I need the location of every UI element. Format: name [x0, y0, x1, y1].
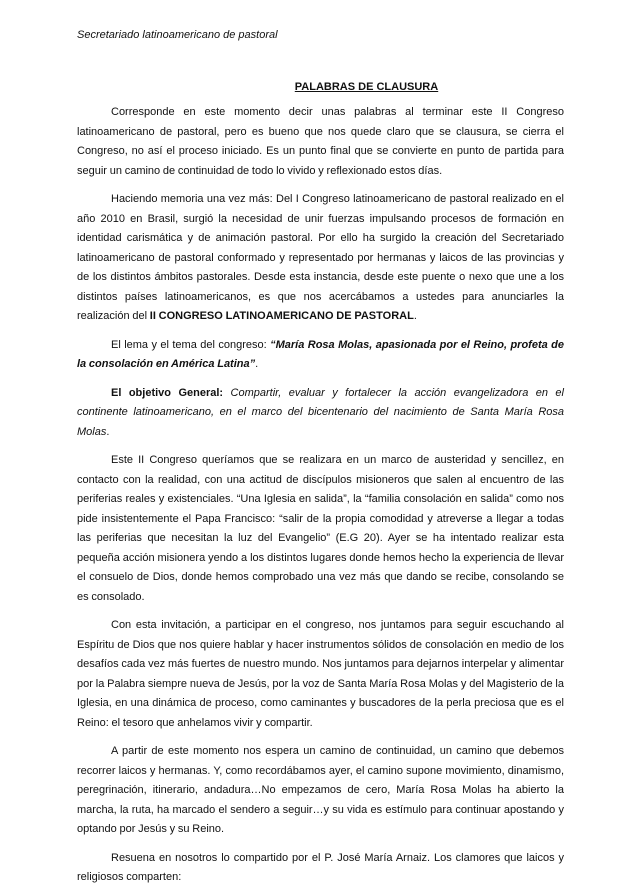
motto-end: . — [255, 358, 259, 370]
motto-lead: El lema y el tema del congreso: — [111, 338, 271, 351]
objective-text: Compartir, evaluar y fortalecer la acción evangelizadora en el continente latinoamericano, en el marco del bicentenario del nacimiento de Santa María Rosa Molas — [77, 386, 564, 438]
objective-label: El objetivo General: — [111, 386, 224, 399]
congress-name: II CONGRESO LATINOAMERICANO DE PASTORAL — [149, 310, 414, 322]
document-title: PALABRAS DE CLAUSURA — [294, 81, 439, 93]
objective-end: . — [106, 425, 110, 438]
paragraph-objective — [77, 384, 564, 443]
paragraph-invitation: Con esta invitación, a participar en el congreso, nos juntamos para seguir escuchando al Espíritu de Dios que nos quiere hablar y hacer instrumentos sólidos de consolación en medio de los desafíos cada vez más fuertes de nuestro mundo. Nos juntamos para dejarnos interpelar y alimentar por la Palabra siempre nueva de Jesús, por la voz de Santa María Rosa Molas y del Magisterio de la Iglesia, en una dinámica de proceso, como caminantes y buscadores de la perla preciosa que es el Reino: el tesoro que anhelamos vivir y compartir. — [77, 619, 564, 729]
paragraph-memory-text: Haciendo memoria una vez más: Del I Congreso latinoamericano de pastoral realizado en el año 2010 en Brasil, surgió la necesidad de unir fuerzas impulsando procesos de formación en identidad carismática y de animación pastoral. Por ello ha surgido la creación del Secretariado latinoamericano de pastoral conformado y representado por hermanas y laicos de las provincias y de los distintos ámbitos pastorales. Desde esta instancia, desde este puente o nexo que une a los distintos países latinoamericanos, es que nos acercábamos a ustedes para anunciarles la realización del — [77, 193, 564, 322]
motto-text: “María Rosa Molas, apasionada por el Reino, profeta de la consolación en América Latina” — [77, 338, 564, 370]
paragraph-continuity: A partir de este momento nos espera un camino de continuidad, un camino que debemos recorrer laicos y hermanas. Y, como recordábamos ayer, el camino supone movimiento, dinamismo, peregrinación, itinerario, andadura…No empezamos de cero, María Rosa Molas ha abierto la marcha, la ruta, ha marcado el sendero a seguir…y su vida es estímulo para continuar apostando y optando por Jesús y su Reino. — [77, 745, 564, 835]
paragraph-memory-end: . — [413, 310, 417, 322]
page-header: Secretariado latinoamericano de pastoral — [77, 29, 278, 41]
paragraph-arnaiz: Resuena en nosotros lo compartido por el P. José María Arnaiz. Los clamores que laicos y religiosos comparten: — [77, 851, 564, 883]
paragraph-austerity: Este II Congreso queríamos que se realizara en un marco de austeridad y sencillez, en contacto con la realidad, con una actitud de discípulos misioneros que salen al encuentro de las periferias reales y existenciales. “Una Iglesia en salida”, la “familia consolación en salida” como nos pide insistentemente el Papa Francisco: “salir de la propia comodidad y atreverse a llegar a todas las periferias que necesitan la luz del Evangelio” (E.G 20). Ayer se ha intentado realizar esta pequeña acción misionera yendo a los distintos lugares donde hemos hecho la experiencia de llevar el consuelo de Dios, donde hemos comprobado una vez más que dando se recibe, consolando se es consolado. — [77, 454, 564, 603]
paragraph-memory — [77, 190, 564, 327]
paragraph-intro: Corresponde en este momento decir unas palabras al terminar este II Congreso latinoamericano de pastoral, pero es bueno que nos quede claro que se clausura, se cierra el Congreso, no así el proceso iniciado. Es un punto final que se convierte en punto de partida para seguir un camino de continuidad de todo lo vivido y reflexionado estos días. — [77, 106, 564, 177]
paragraph-motto — [77, 336, 564, 375]
